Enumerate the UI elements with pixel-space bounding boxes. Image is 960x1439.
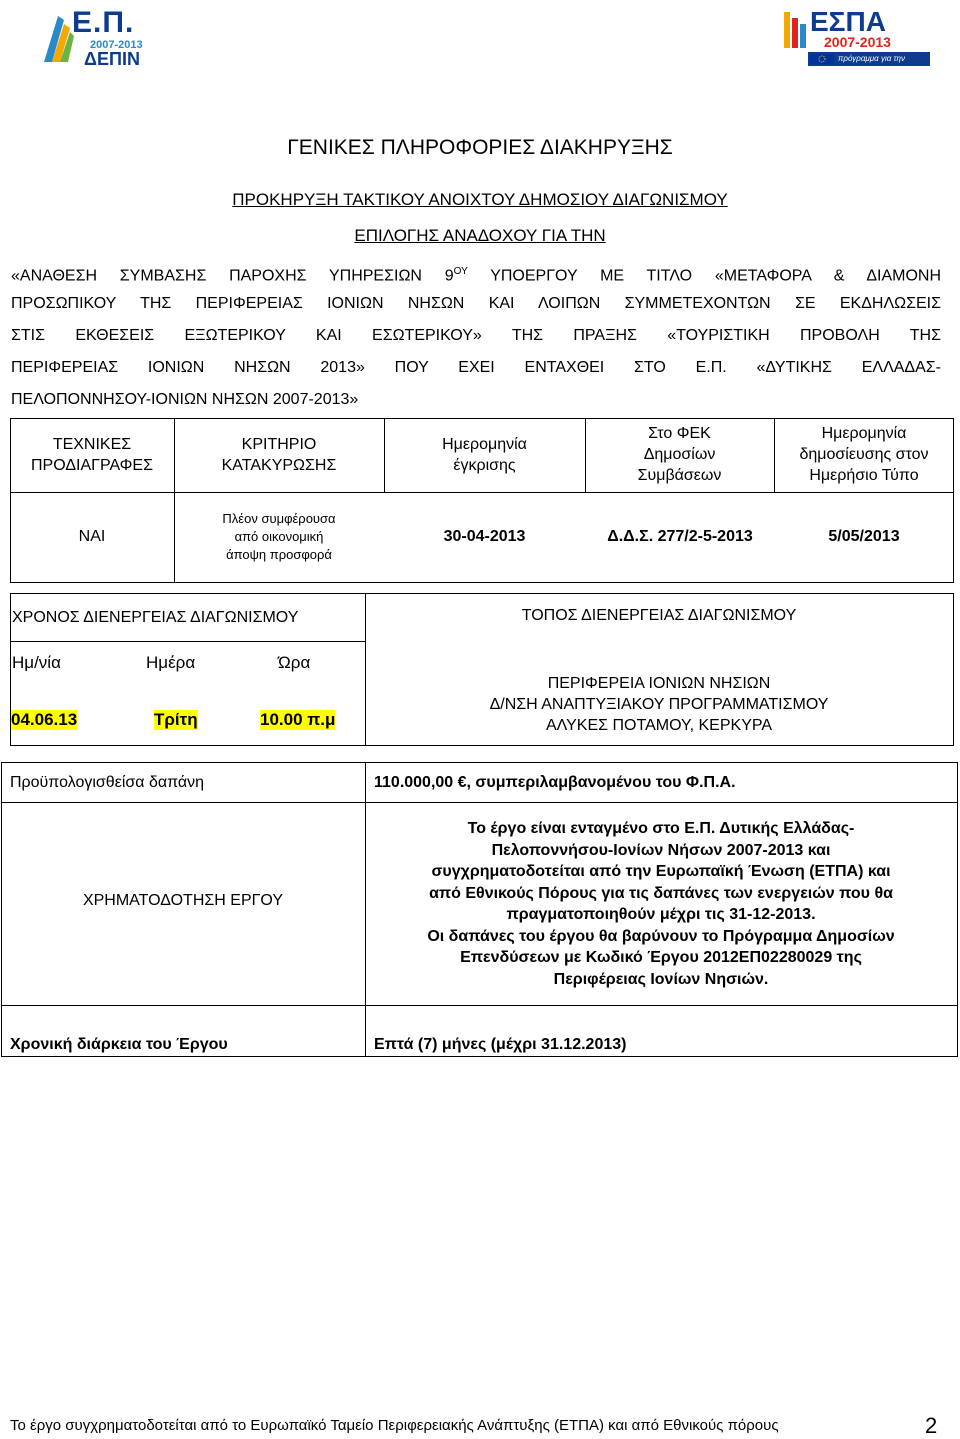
value-fek: Δ.Δ.Σ. 277/2-5-2013 xyxy=(607,528,753,545)
eu-flag-icon xyxy=(810,54,834,64)
header-award-criterion: ΚΡΙΤΗΡΙΟ ΚΑΤΑΚΥΡΩΣΗΣ xyxy=(221,436,337,474)
col-time: Ώρα xyxy=(278,653,311,672)
funding-text: Το έργο είναι ενταγμένο στο Ε.Π. Δυτικής Ελλάδας- Πελοποννήσου-Ιονίων Νήσων 2007-2013 και συγχρηματοδοτείται από την Ευρωπαϊκή Ένωση (ΕΤΠΑ) και από Εθνικούς Πόρους για τις δαπάνες των ενεργειών που θα πραγματοποιηθούν μέχρι τις 31-12-2013. Οι δαπάνες του έργου θα βαρύνουν το Πρόγραμμα Δημοσίων Επενδύσεων με Κωδικό Έργου 2012ΕΠ02280029 της Περιφέρειας Ιονίων Νησιών. xyxy=(427,820,895,988)
page-title: ΓΕΝΙΚΕΣ ΠΛΗΡΟΦΟΡΙΕΣ ΔΙΑΚΗΡΥΞΗΣ xyxy=(287,136,673,159)
header-approval-date: Ημερομηνία έγκρισης xyxy=(442,436,527,474)
logo-left-word: Ε.Π. xyxy=(72,6,135,39)
announcement-title: ΠΡΟΚΗΡΥΞΗ ΤΑΚΤΙΚΟΥ ΑΝΟΙΧΤΟΥ ΔΗΜΟΣΙΟΥ ΔΙΑΓΩΝΙΣΜΟΥ xyxy=(232,190,728,209)
value-tech-specs: ΝΑΙ xyxy=(78,528,106,545)
logo-left-years: 2007-2013 xyxy=(90,39,143,51)
logo-mark-icon xyxy=(40,10,76,66)
header-tech-specs: ΤΕΧΝΙΚΕΣ ΠΡΟΔΙΑΓΡΑΦΕΣ xyxy=(31,436,153,474)
description-line: ΠΕΛΟΠΟΝΝΗΣΟΥ-ΙΟΝΙΩΝ ΝΗΣΩΝ 2007-2013» xyxy=(11,391,359,408)
description-line: ΠΕΡΙΦΕΡΕΙΑΣ ΙΟΝΙΩΝ ΝΗΣΩΝ 2013» ΠΟΥ ΕΧΕΙ ΕΝΤΑΧΘΕΙ ΣΤΟ Ε.Π. «ΔΥΤΙΚΗΣ ΕΛΛΑΔΑΣ- xyxy=(11,359,941,376)
description-line: «ΑΝΑΘΕΣΗ ΣΥΜΒΑΣΗΣ ΠΑΡΟΧΗΣ ΥΠΗΡΕΣΙΩΝ $9^{O\Upsilon}$ ΥΠΟΕΡΓΟΥ ΜΕ ΤΙΤΛΟ «ΜΕΤΑΦΟΡΑ & ΔΙΑΜΟΝΗ xyxy=(11,266,942,285)
funding-label: ΧΡΗΜΑΤΟΔΟΤΗΣΗ ΕΡΓΟΥ xyxy=(82,892,284,909)
espa-mark-icon xyxy=(782,8,810,52)
tender-place: ΠΕΡΙΦΕΡΕΙΑ ΙΟΝΙΩΝ ΝΗΣΙΩΝ Δ/ΝΣΗ ΑΝΑΠΤΥΞΙΑΚΟΥ ΠΡΟΓΡΑΜΜΑΤΙΣΜΟΥ ΑΛΥΚΕΣ ΠΟΤΑΜΟΥ, ΚΕΡΚΥΡΑ xyxy=(489,675,829,734)
ep-depin-logo xyxy=(40,6,158,70)
value-approval-date: 30-04-2013 xyxy=(443,528,526,545)
announcement-subtitle: ΕΠΙΛΟΓΗΣ ΑΝΑΔΟΧΟΥ ΓΙΑ ΤΗΝ xyxy=(354,226,606,245)
tender-time: 10.00 π.μ xyxy=(260,710,336,729)
col-date: Ημ/νία xyxy=(12,653,61,672)
logo-left-name: ΔΕΠΙΝ xyxy=(84,49,140,69)
time-header: ΧΡΟΝΟΣ ΔΙΕΝΕΡΓΕΙΑΣ ΔΙΑΓΩΝΙΣΜΟΥ xyxy=(12,609,299,626)
tender-date: 04.06.13 xyxy=(11,710,78,729)
logo-right-word: ΕΣΠΑ xyxy=(810,6,886,37)
tender-time-place-table xyxy=(10,593,954,746)
header-fek: Στο ΦΕΚ Δημοσίων Συμβάσεων xyxy=(637,425,722,484)
page-footer: Το έργο συγχρηματοδοτείται από το Ευρωπαϊκό Ταμείο Περιφερειακής Ανάπτυξης (ΕΤΠΑ) και από Εθνικούς πόρους xyxy=(10,1417,779,1434)
description-line: ΠΡΟΣΩΠΙΚΟΥ ΤΗΣ ΠΕΡΙΦΕΡΕΙΑΣ ΙΟΝΙΩΝ ΝΗΣΩΝ ΚΑΙ ΛΟΙΠΩΝ ΣΥΜΜΕΤΕΧΟΝΤΩΝ ΣΕ ΕΚΔΗΛΩΣΕΙΣ xyxy=(11,295,941,312)
description-line: ΣΤΙΣ ΕΚΘΕΣΕΙΣ ΕΞΩΤΕΡΙΚΟΥ ΚΑΙ ΕΣΩΤΕΡΙΚΟΥ» ΤΗΣ ΠΡΑΞΗΣ «ΤΟΥΡΙΣΤΙΚΗ ΠΡΟΒΟΛΗ ΤΗΣ xyxy=(11,327,941,344)
logo-right-years: 2007-2013 xyxy=(824,34,891,50)
logo-right-tagline: πρόγραμμα για την ανάπτυξη xyxy=(808,52,930,66)
duration-value: Επτά (7) μήνες (μέχρι 31.12.2013) xyxy=(374,1036,627,1053)
espa-logo xyxy=(782,6,932,77)
tender-info-table xyxy=(10,418,954,583)
budget-funding-table xyxy=(0,762,960,1058)
duration-label: Χρονική διάρκεια του Έργου xyxy=(10,1036,228,1053)
project-description xyxy=(11,256,941,416)
value-award-criterion: Πλέον συμφέρουσα από οικονομική άποψη προσφορά xyxy=(222,511,336,562)
value-press-date: 5/05/2013 xyxy=(828,528,900,545)
place-header: ΤΟΠΟΣ ΔΙΕΝΕΡΓΕΙΑΣ ΔΙΑΓΩΝΙΣΜΟΥ xyxy=(521,607,797,624)
col-day: Ημέρα xyxy=(146,653,196,672)
page-number: 2 xyxy=(925,1413,938,1438)
tender-day: Τρίτη xyxy=(154,710,198,729)
budget-label: Προϋπολογισθείσα δαπάνη xyxy=(10,774,205,791)
budget-value: 110.000,00 €, συμπεριλαμβανομένου του Φ.Π.Α. xyxy=(374,774,736,791)
header-press-date: Ημερομηνία δημοσίευσης στον Ημερήσιο Τύπο xyxy=(799,425,929,484)
